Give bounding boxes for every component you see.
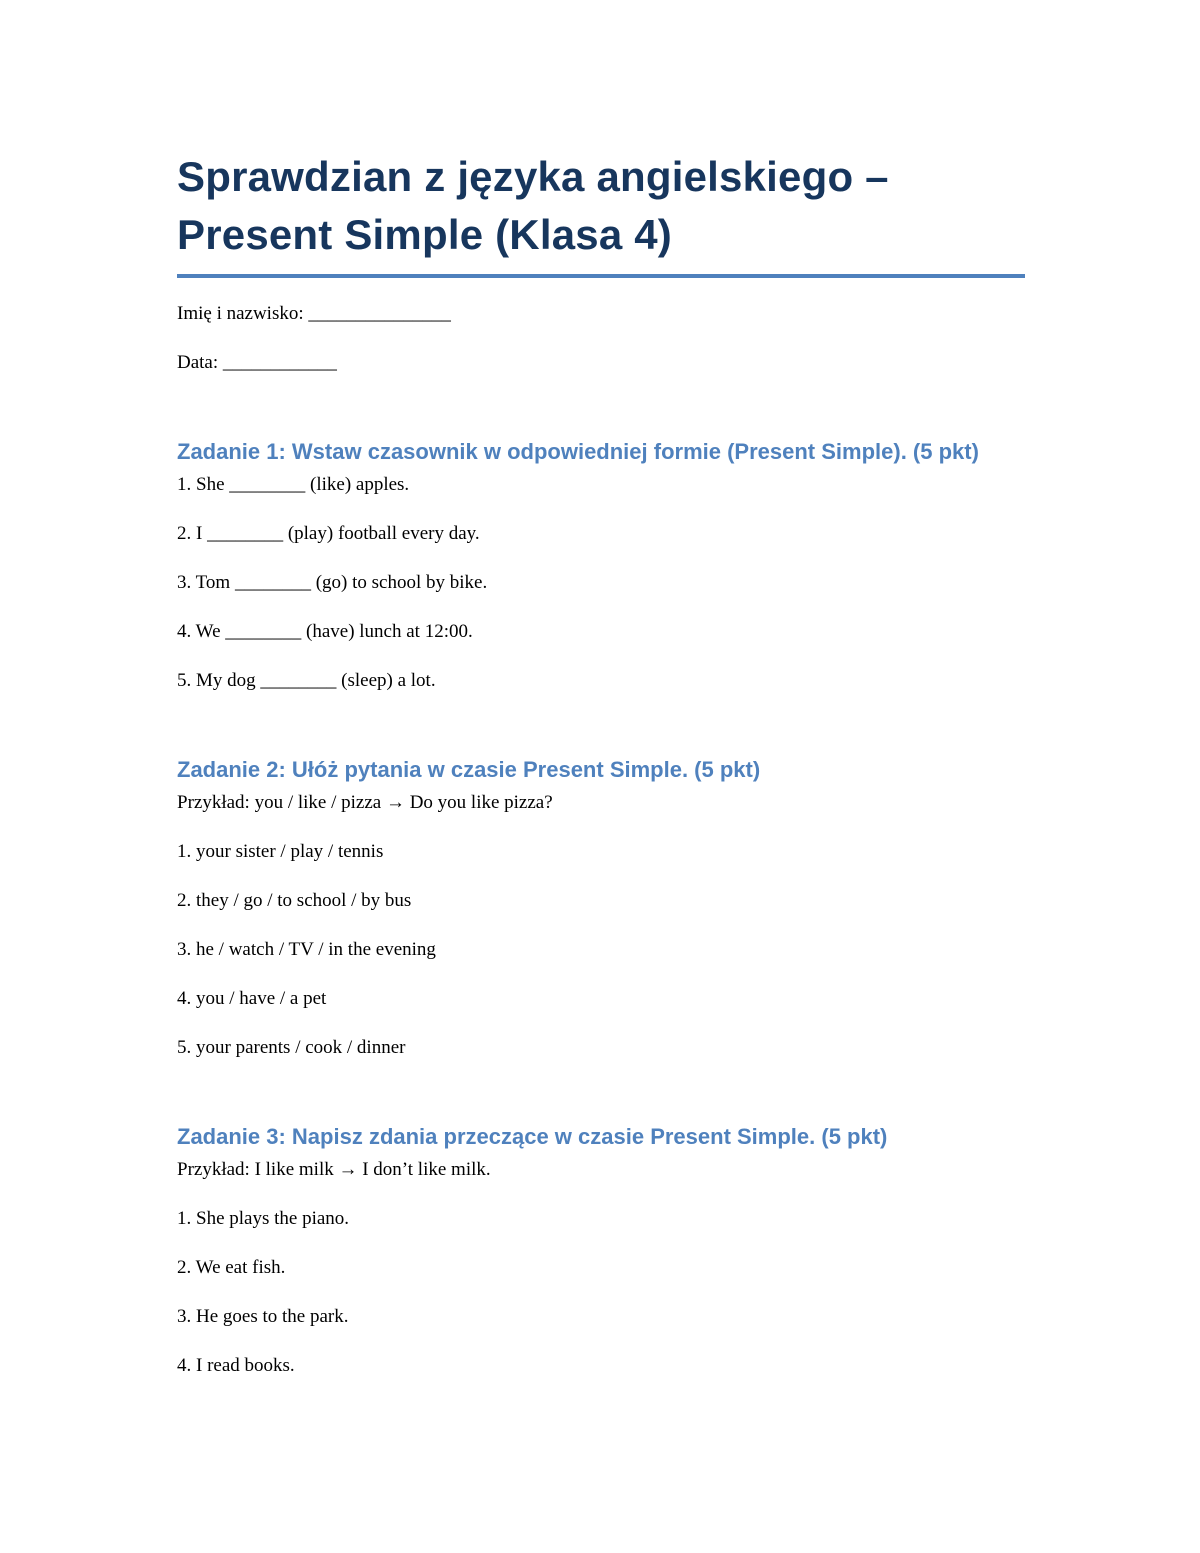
list-item: 2. We eat fish. [177, 1257, 286, 1278]
task-2-list [177, 842, 1025, 1058]
list-item: 5. My dog ________ (sleep) a lot. [177, 670, 436, 691]
task-2-example: Przykład: you / like / pizza → Do you like pizza? [177, 792, 553, 813]
task-1-list [177, 475, 1025, 691]
list-item: 1. She plays the piano. [177, 1208, 350, 1229]
task-3-example: Przykład: I like milk → I don’t like milk. [177, 1159, 491, 1180]
list-item: 3. Tom ________ (go) to school by bike. [177, 572, 488, 593]
list-item: 1. She ________ (like) apples. [177, 474, 410, 495]
list-item: 3. he / watch / TV / in the evening [177, 939, 436, 960]
date-field: Data: ____________ [177, 352, 337, 373]
title-divider [177, 274, 1025, 278]
list-item: 4. you / have / a pet [177, 988, 327, 1009]
name-field: Imię i nazwisko: _______________ [177, 303, 451, 324]
list-item: 3. He goes to the park. [177, 1306, 349, 1327]
list-item: 5. your parents / cook / dinner [177, 1037, 406, 1058]
document-title: Sprawdzian z języka angielskiego – Present Simple (Klasa 4) [177, 153, 889, 258]
task-2-heading: Zadanie 2: Ułóż pytania w czasie Present Simple. (5 pkt) [177, 757, 761, 782]
task-3-heading: Zadanie 3: Napisz zdania przeczące w czasie Present Simple. (5 pkt) [177, 1124, 888, 1149]
list-item: 1. your sister / play / tennis [177, 841, 384, 862]
list-item: 2. they / go / to school / by bus [177, 890, 412, 911]
document-page [177, 148, 1025, 1405]
list-item: 4. I read books. [177, 1355, 295, 1376]
task-3-list [177, 1209, 1025, 1376]
list-item: 2. I ________ (play) football every day. [177, 523, 480, 544]
list-item: 4. We ________ (have) lunch at 12:00. [177, 621, 473, 642]
task-1-heading: Zadanie 1: Wstaw czasownik w odpowiedniej formie (Present Simple). (5 pkt) [177, 439, 979, 464]
